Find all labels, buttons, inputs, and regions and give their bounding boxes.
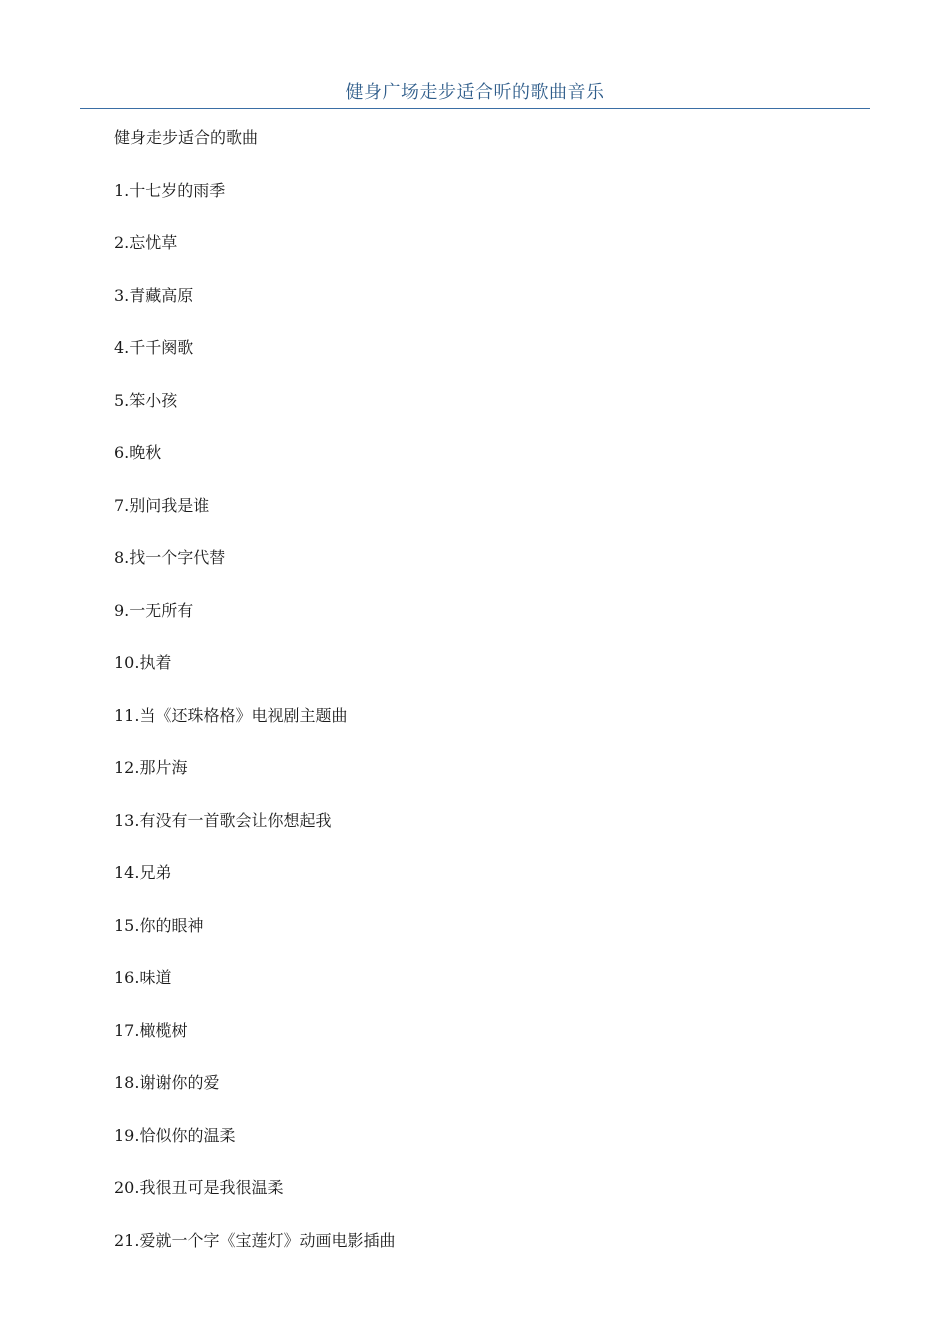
song-title: 兄弟 xyxy=(139,863,172,882)
song-title: 味道 xyxy=(139,968,172,987)
list-item xyxy=(114,338,854,358)
song-number: 6. xyxy=(114,443,130,462)
song-title: 别问我是谁 xyxy=(129,495,210,515)
list-item xyxy=(114,863,854,883)
song-title: 有没有一首歌会让你想起我 xyxy=(139,810,332,830)
song-number: 9. xyxy=(114,600,130,620)
song-number: 10. xyxy=(114,653,140,672)
header-title: 健身广场走步适合听的歌曲音乐 xyxy=(345,82,605,103)
list-item xyxy=(114,1231,854,1251)
list-item xyxy=(114,1073,854,1093)
song-title: 爱就一个字《宝莲灯》动画电影插曲 xyxy=(139,1230,396,1250)
song-number: 3. xyxy=(114,285,130,305)
song-number: 21. xyxy=(114,1230,140,1250)
song-title: 找一个字代替 xyxy=(129,548,226,567)
list-item xyxy=(114,496,854,516)
list-item xyxy=(114,601,854,621)
song-number: 14. xyxy=(114,863,140,882)
song-title: 笨小孩 xyxy=(129,390,178,410)
song-title: 晚秋 xyxy=(129,443,162,462)
list-item xyxy=(114,181,854,201)
list-item xyxy=(114,443,854,463)
song-title: 我很丑可是我很温柔 xyxy=(139,1178,284,1197)
list-item xyxy=(114,1021,854,1041)
song-title: 那片海 xyxy=(139,758,188,777)
list-item xyxy=(114,233,854,253)
song-number: 13. xyxy=(114,810,140,830)
song-title: 忘忧草 xyxy=(129,233,178,252)
song-title: 千千阕歌 xyxy=(129,338,194,357)
list-item xyxy=(114,706,854,726)
list-item xyxy=(114,968,854,988)
song-number: 11. xyxy=(114,705,140,725)
song-number: 4. xyxy=(114,338,130,357)
list-item xyxy=(114,758,854,778)
list-item xyxy=(114,811,854,831)
song-number: 8. xyxy=(114,548,130,567)
list-item xyxy=(114,1126,854,1146)
section-heading: 健身走步适合的歌曲 xyxy=(114,128,259,147)
song-number: 15. xyxy=(114,915,140,935)
list-item xyxy=(114,653,854,673)
list-item xyxy=(114,391,854,411)
song-number: 17. xyxy=(114,1020,140,1040)
song-title: 执着 xyxy=(139,653,172,672)
list-item xyxy=(114,286,854,306)
song-number: 18. xyxy=(114,1073,140,1092)
song-number: 16. xyxy=(114,968,140,987)
song-title: 谢谢你的爱 xyxy=(139,1073,220,1092)
song-title: 恰似你的温柔 xyxy=(139,1125,236,1145)
list-item xyxy=(114,916,854,936)
document-body xyxy=(114,128,854,1283)
song-number: 1. xyxy=(114,180,130,200)
song-number: 5. xyxy=(114,390,130,410)
song-number: 2. xyxy=(114,233,130,252)
song-title: 十七岁的雨季 xyxy=(129,180,226,200)
song-list xyxy=(114,181,854,1251)
song-title: 当《还珠格格》电视剧主题曲 xyxy=(139,705,348,725)
song-title: 橄榄树 xyxy=(139,1020,188,1040)
song-number: 7. xyxy=(114,495,130,515)
song-title: 青藏高原 xyxy=(129,285,194,305)
list-item xyxy=(114,1178,854,1198)
song-number: 12. xyxy=(114,758,140,777)
song-number: 20. xyxy=(114,1178,140,1197)
page-header xyxy=(80,82,870,109)
song-title: 你的眼神 xyxy=(139,915,204,935)
song-number: 19. xyxy=(114,1125,140,1145)
list-item xyxy=(114,548,854,568)
song-title: 一无所有 xyxy=(129,600,194,620)
